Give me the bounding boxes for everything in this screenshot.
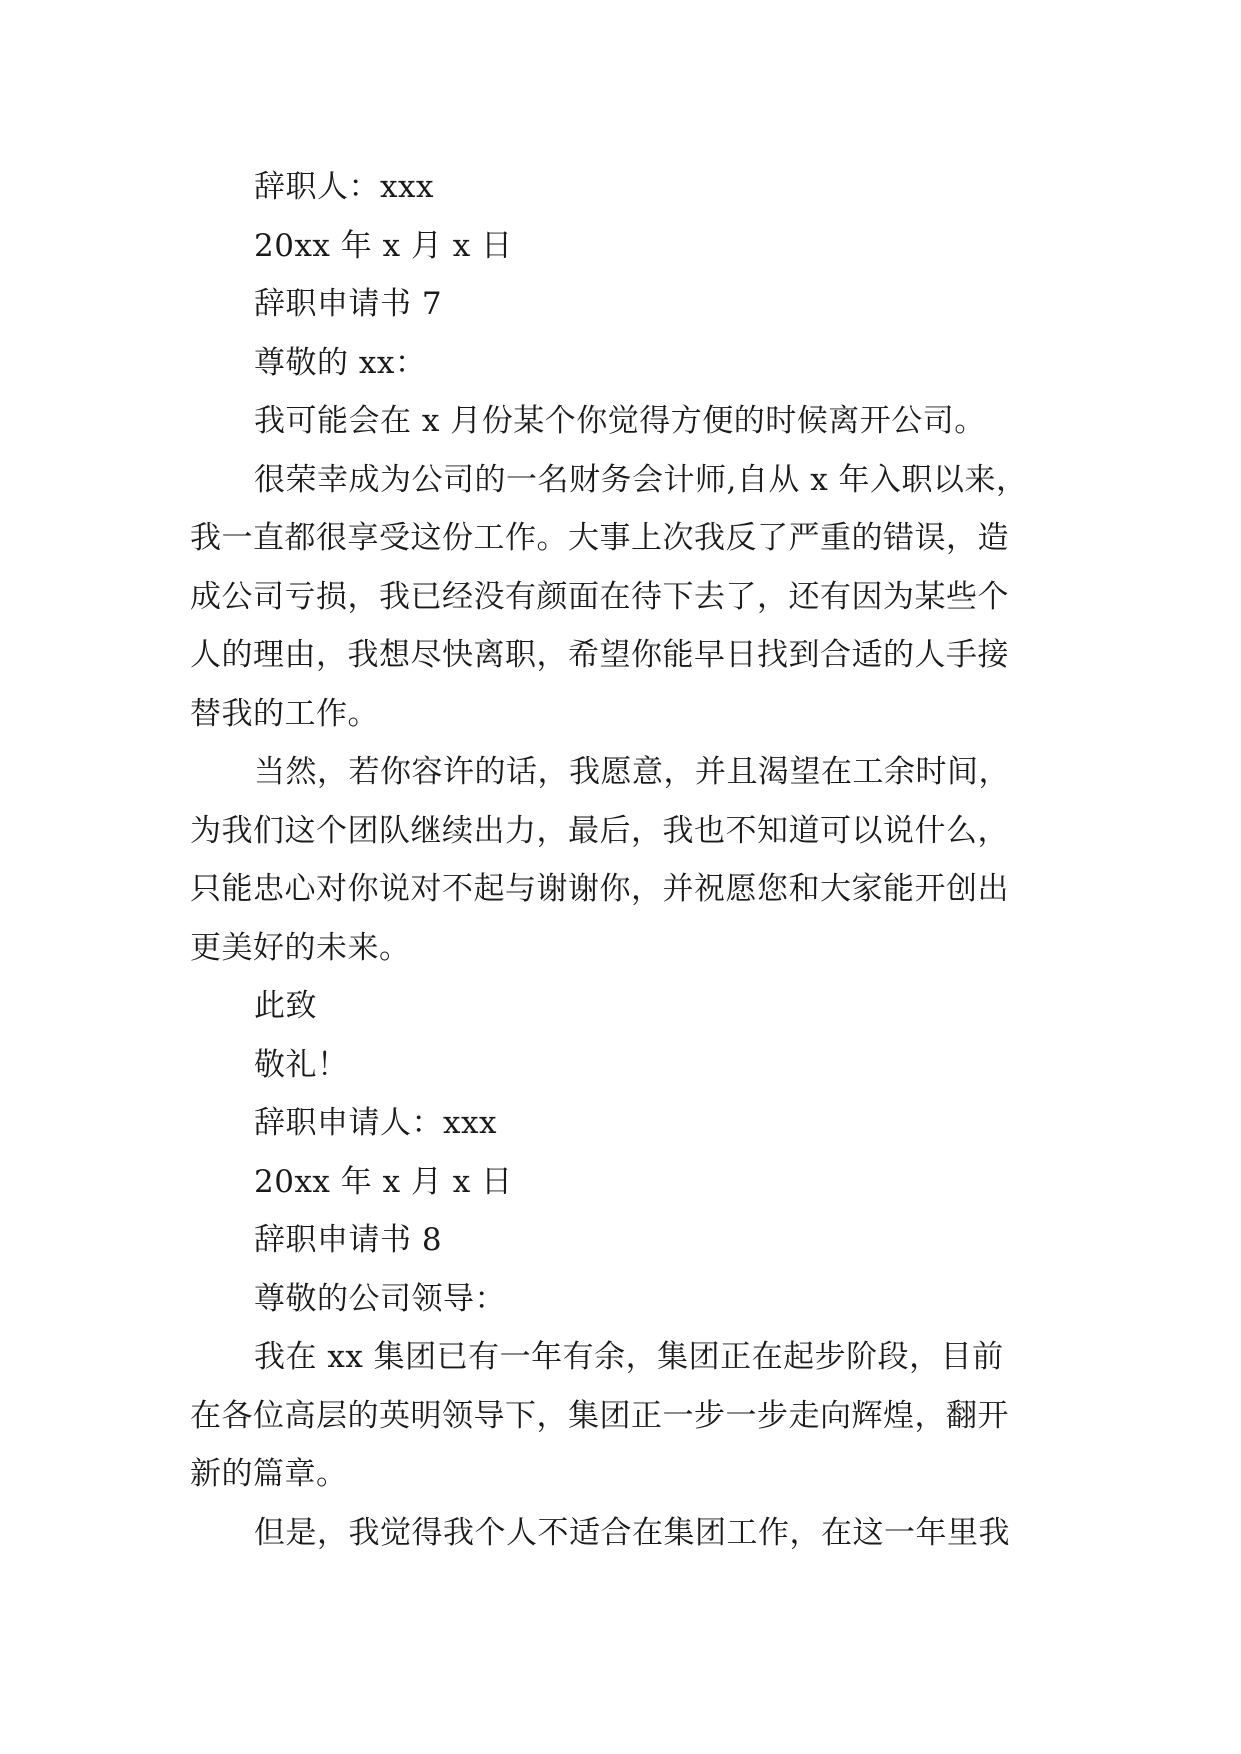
resigner-line: 辞职人：xxx — [254, 169, 434, 205]
paragraph-line: 我在 xx 集团已有一年有余，集团正在起步阶段，目前 — [254, 1339, 1004, 1375]
section-heading-7: 辞职申请书 7 — [254, 286, 443, 322]
paragraph-line: 替我的工作。 — [190, 695, 379, 732]
paragraph-line: 但是，我觉得我个人不适合在集团工作，在这一年里我 — [254, 1514, 1010, 1551]
paragraph-2 — [190, 743, 1060, 977]
paragraph-4 — [190, 1504, 1060, 1563]
paragraph-1 — [190, 451, 1060, 744]
closing-line: 此致 — [254, 988, 317, 1024]
paragraph-line: 人的理由，我想尽快离职，希望你能早日找到合适的人手接 — [190, 637, 1009, 673]
paragraph-3 — [190, 1328, 1060, 1504]
paragraph-line: 只能忠心对你说对不起与谢谢你，并祝愿您和大家能开创出 — [190, 871, 1009, 907]
paragraph-line: 新的篇章。 — [190, 1456, 348, 1492]
intro-sentence: 我可能会在 x 月份某个你觉得方便的时候离开公司。 — [254, 403, 986, 439]
paragraph-line: 成公司亏损，我已经没有颜面在待下去了，还有因为某些个 — [190, 578, 1009, 615]
paragraph-line: 我一直都很享受这份工作。大事上次我反了严重的错误，造 — [190, 520, 1009, 556]
paragraph-line: 在各位高层的英明领导下，集团正一步一步走向辉煌，翻开 — [190, 1397, 1009, 1434]
section-heading-8: 辞职申请书 8 — [254, 1222, 443, 1258]
date-line: 20xx 年 x 月 x 日 — [254, 1163, 513, 1200]
paragraph-line: 为我们这个团队继续出力，最后，我也不知道可以说什么， — [190, 812, 1009, 849]
salutation: 尊敬的公司领导： — [254, 1280, 506, 1317]
applicant-line: 辞职申请人：xxx — [254, 1105, 497, 1141]
paragraph-line: 当然，若你容许的话，我愿意，并且渴望在工余时间， — [254, 754, 1010, 790]
document-body — [190, 158, 1060, 1562]
closing-line: 敬礼！ — [254, 1046, 349, 1083]
paragraph-line: 很荣幸成为公司的一名财务会计师,自从 x 年入职以来， — [254, 461, 1028, 498]
paragraph-line: 更美好的未来。 — [190, 929, 411, 966]
salutation: 尊敬的 xx： — [254, 344, 427, 381]
date-line: 20xx 年 x 月 x 日 — [254, 227, 513, 264]
